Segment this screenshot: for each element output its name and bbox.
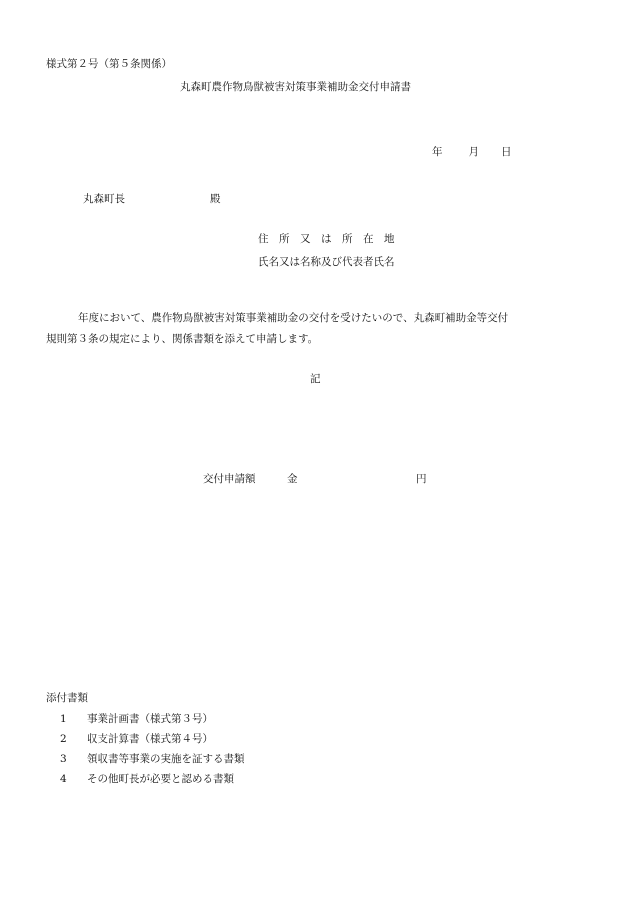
date-line (432, 147, 512, 158)
attachment-text: 収支計算書（様式第４号） (87, 733, 213, 745)
date-day: 日 (501, 146, 512, 158)
attachment-item (60, 734, 213, 745)
applicant-name-label: 氏名又は名称及び代表者氏名 (258, 256, 395, 268)
date-month: 月 (468, 146, 479, 158)
attachment-number: 4 (60, 773, 67, 785)
application-body-line-2: 規則第３条の規定により、関係書類を添えて申請します。 (46, 333, 319, 345)
attachment-text: その他町長が必要と認める書類 (87, 773, 234, 785)
attachment-item (60, 714, 213, 725)
applicant-address-label: 住 所 又 は 所 在 地 (258, 233, 395, 245)
date-year: 年 (432, 146, 443, 158)
attachments-heading: 添付書類 (46, 692, 88, 704)
ki-label: 記 (310, 373, 321, 385)
attachment-number: 2 (60, 733, 67, 745)
amount-kin: 金 (287, 473, 298, 485)
attachment-item (60, 774, 234, 785)
recipient-name: 丸森町長 (83, 193, 125, 205)
attachment-text: 領収書等事業の実施を証する書類 (87, 753, 245, 765)
attachment-number: 1 (60, 713, 67, 725)
attachment-item (60, 754, 245, 765)
form-number: 様式第２号（第５条関係） (46, 58, 172, 70)
amount-yen: 円 (416, 473, 427, 485)
amount-label: 交付申請額 (203, 473, 256, 485)
attachment-text: 事業計画書（様式第３号） (87, 713, 213, 725)
application-body-line-1: 年度において、農作物鳥獣被害対策事業補助金の交付を受けたいので、丸森町補助金等交付 (78, 312, 509, 324)
document-title: 丸森町農作物鳥獣被害対策事業補助金交付申請書 (180, 81, 411, 93)
attachment-number: 3 (60, 753, 67, 765)
recipient-honorific: 殿 (210, 193, 221, 205)
